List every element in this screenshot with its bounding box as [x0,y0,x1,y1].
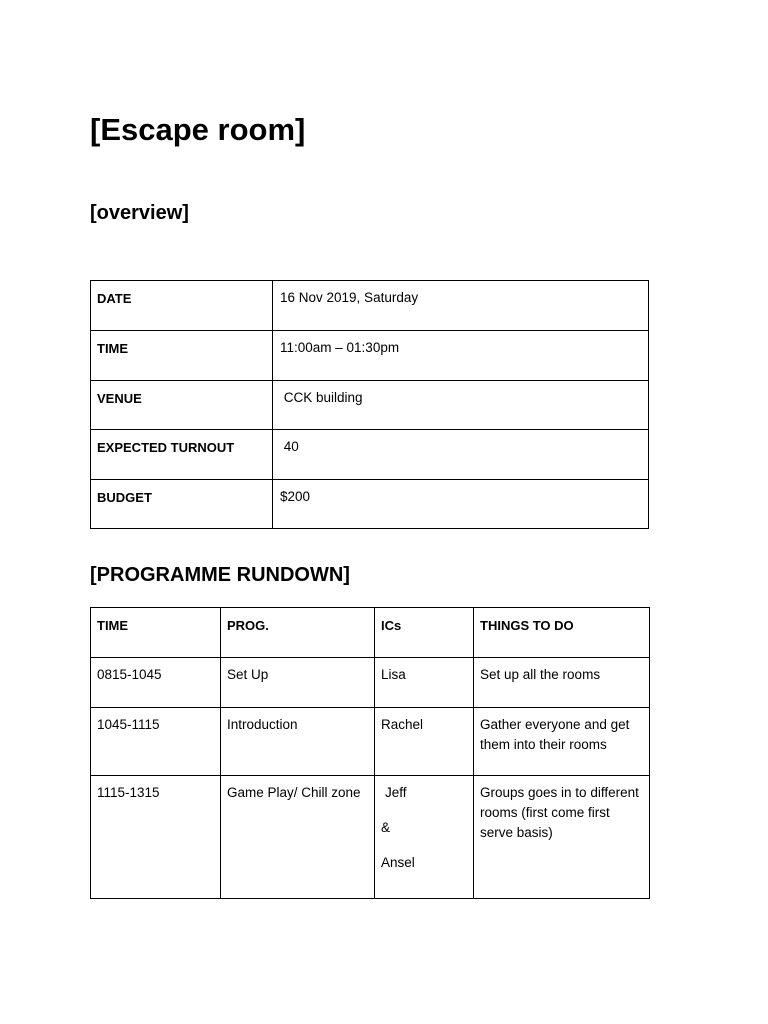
rundown-cell-prog: Introduction [221,708,375,776]
rundown-header-ics: ICs [375,608,474,658]
ic-name: Jeff [385,785,407,800]
overview-label-budget: BUDGET [91,480,273,529]
overview-row-venue [91,381,649,430]
table-row [91,658,650,708]
overview-value-budget: $200 [273,480,649,529]
document-title: [Escape room] [90,112,306,147]
overview-value-venue: CCK building [273,381,649,430]
rundown-header-row [91,608,650,658]
overview-row-turnout [91,430,649,480]
overview-heading: [overview] [90,202,189,224]
rundown-cell-todo: Groups goes in to different rooms (first come first serve basis) [474,776,650,899]
ic-name: Rachel [381,717,424,732]
overview-table [90,280,649,529]
rundown-header-prog: PROG. [221,608,375,658]
rundown-cell-time: 1115-1315 [91,776,221,899]
overview-label-date: DATE [91,281,273,331]
overview-row-budget [91,480,649,529]
overview-value-turnout: 40 [273,430,649,480]
overview-label-time: TIME [91,331,273,381]
ic-name: Lisa [381,667,406,682]
rundown-cell-todo: Gather everyone and get them into their rooms [474,708,650,776]
rundown-cell-ics [375,708,474,776]
rundown-cell-time: 1045-1115 [91,708,221,776]
rundown-cell-todo: Set up all the rooms [474,658,650,708]
table-row [91,776,650,899]
overview-row-date [91,281,649,331]
overview-value-time: 11:00am – 01:30pm [273,331,649,381]
rundown-cell-time: 0815-1045 [91,658,221,708]
overview-label-venue: VENUE [91,381,273,430]
rundown-heading: [PROGRAMME RUNDOWN] [90,564,350,586]
rundown-cell-prog: Game Play/ Chill zone [221,776,375,899]
rundown-header-todo: THINGS TO DO [474,608,650,658]
rundown-cell-ics [375,658,474,708]
overview-row-time [91,331,649,381]
rundown-header-time: TIME [91,608,221,658]
rundown-cell-prog: Set Up [221,658,375,708]
ic-name: Ansel [381,855,415,870]
overview-value-date: 16 Nov 2019, Saturday [273,281,649,331]
overview-label-turnout: EXPECTED TURNOUT [91,430,273,480]
table-row [91,708,650,776]
rundown-table [90,607,650,899]
ic-separator: & [381,820,391,835]
rundown-cell-ics [375,776,474,899]
